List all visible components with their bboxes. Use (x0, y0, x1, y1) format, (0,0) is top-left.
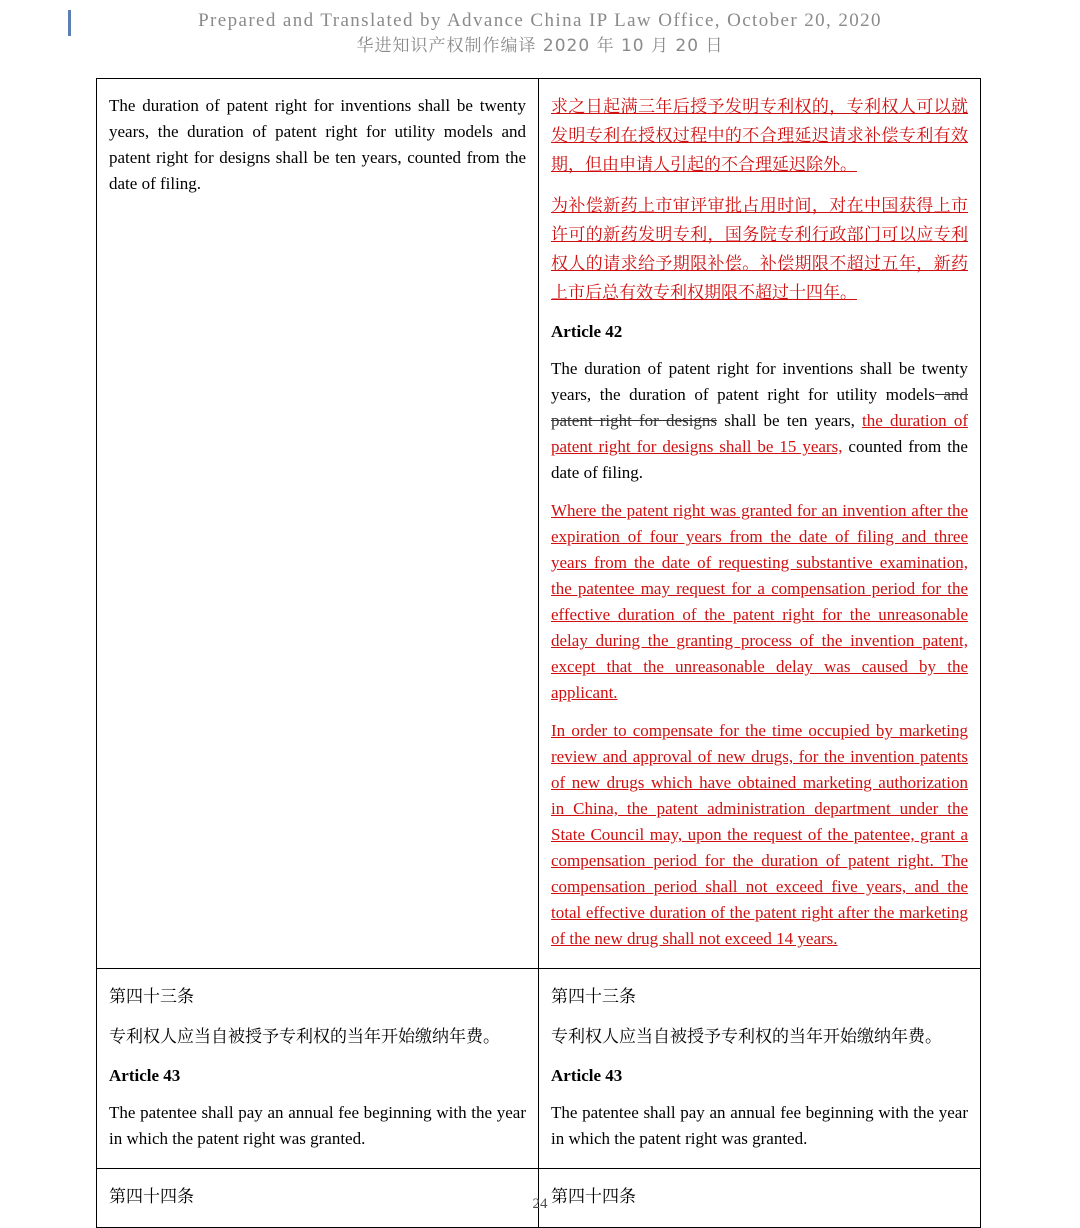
article42-chinese-insert-1: 求之日起满三年后授予发明专利权的，专利权人可以就发明专利在授权过程中的不合理延迟请求补偿专利有效期，但由申请人引起的不合理延迟除外。 (551, 97, 968, 175)
page-number: 24 (532, 1196, 548, 1212)
article44-chinese-heading-left: 第四十四条 (109, 1187, 194, 1207)
table-row (97, 969, 981, 1169)
article42-body-deleted: and patent right for designs (551, 385, 969, 430)
article42-original-text: The duration of patent right for inventions shall be twenty years, the duration of patent right for utility models and patent right for designs shall be ten years, counted from the date of filing. (109, 96, 526, 193)
article42-amended-body (551, 356, 968, 486)
cell-article42-original (97, 79, 539, 969)
cell-article43-amended (539, 969, 981, 1169)
article42-heading: Article 42 (551, 322, 623, 341)
article42-inserted-paragraph-1: Where the patent right was granted for an invention after the expiration of four years from the date of filing and three years from the date of requesting substantive examination, the patentee may request for a compensation period for the effective duration of the patent right for the unreasonable delay during the granting process of the invention patent, except that the unreasonable delay was caused by the applicant. (551, 501, 968, 702)
article44-chinese-heading-right: 第四十四条 (551, 1187, 636, 1207)
article42-body-lead: The duration of patent right for inventions shall be twenty years, the duration of patent right for utility models (551, 359, 968, 404)
article43-heading-left: Article 43 (109, 1066, 181, 1085)
cell-article43-original (97, 969, 539, 1169)
article42-inserted-paragraph-2: In order to compensate for the time occupied by marketing review and approval of new drugs, for the invention patents of new drugs which have obtained marketing authorization in China, the patent administration department under the State Council may, upon the request of the patentee, grant a compensation period for the duration of patent right. The compensation period shall not exceed five years, and the total effective duration of the patent right after the marketing of the new drug shall not exceed 14 years. (551, 721, 968, 948)
comparison-table (96, 78, 981, 1228)
article43-chinese-body-right: 专利权人应当自被授予专利权的当年开始缴纳年费。 (551, 1027, 942, 1047)
article42-chinese-insert-2: 为补偿新药上市审评审批占用时间，对在中国获得上市许可的新药发明专利，国务院专利行政部门可以应专利权人的请求给予期限补偿。补偿期限不超过五年，新药上市后总有效专利权期限不超过十四年。 (551, 196, 968, 303)
article42-body-mid: shall be ten years, (717, 411, 863, 430)
article43-chinese-heading-right: 第四十三条 (551, 987, 636, 1007)
header-line-english: Prepared and Translated by Advance China IP Law Office, October 20, 2020 (198, 10, 882, 31)
article43-english-body-right: The patentee shall pay an annual fee beginning with the year in which the patent right was granted. (551, 1103, 968, 1148)
article42-body-inserted: the duration of patent right for designs shall be 15 years, (551, 411, 968, 456)
article43-chinese-heading-left: 第四十三条 (109, 987, 194, 1007)
article43-heading-right: Article 43 (551, 1066, 623, 1085)
article42-body-tail: counted from the date of filing. (551, 437, 968, 482)
page-header (0, 8, 1080, 58)
article43-english-body-left: The patentee shall pay an annual fee beginning with the year in which the patent right was granted. (109, 1103, 526, 1148)
cell-article42-amended (539, 79, 981, 969)
table-row (97, 79, 981, 969)
article43-chinese-body-left: 专利权人应当自被授予专利权的当年开始缴纳年费。 (109, 1027, 500, 1047)
header-line-chinese: 华进知识产权制作编译 2020 年 10 月 20 日 (356, 36, 724, 56)
